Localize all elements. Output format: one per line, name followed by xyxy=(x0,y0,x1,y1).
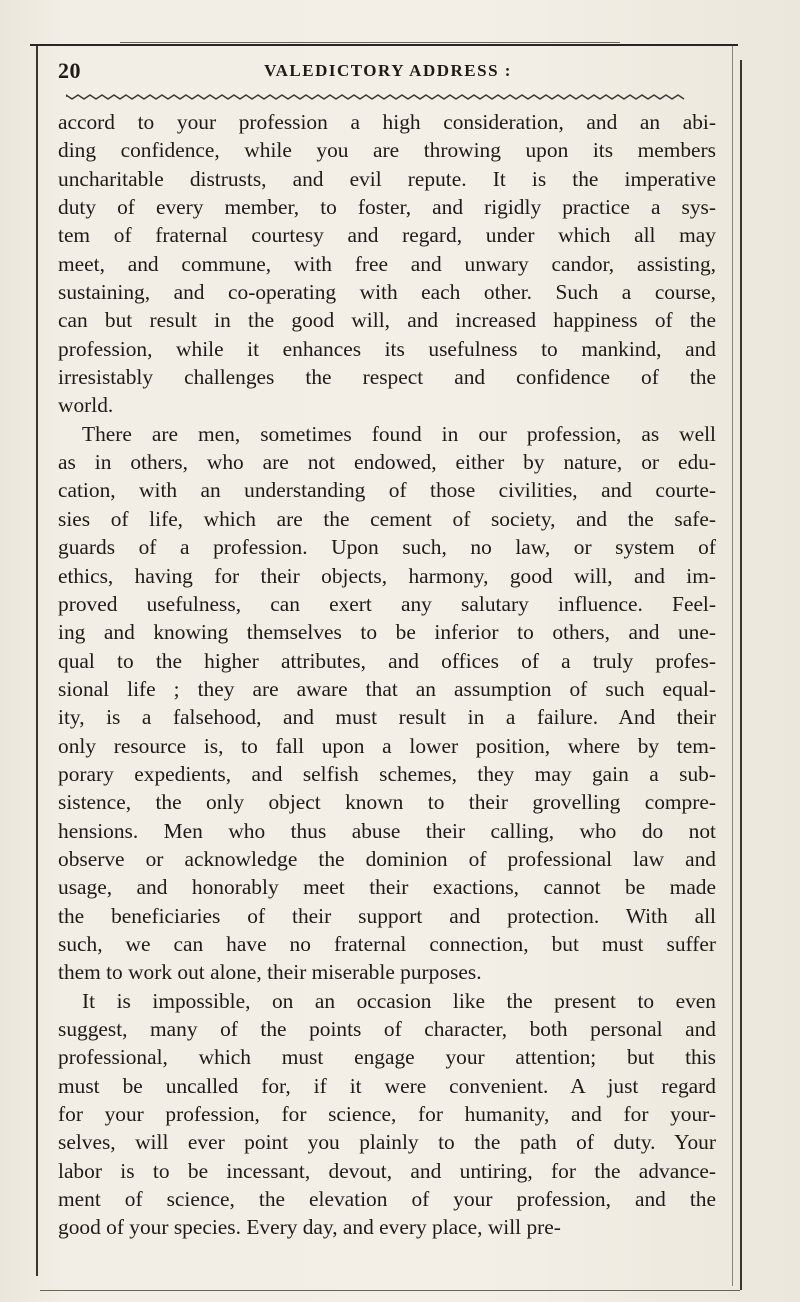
text-line: accord to your profession a high consideration, and an abi- xyxy=(58,110,716,134)
text-line: ing and knowing themselves to be inferior to others, and une- xyxy=(58,620,716,645)
text-line: usage, and honorably meet their exactions, cannot be made xyxy=(58,875,716,900)
text-line: qual to the higher attributes, and offices of a truly profes- xyxy=(58,648,716,673)
text-line: professional, which must engage your attention; but this xyxy=(58,1045,716,1070)
text-line: the beneficiaries of their support and protection. With all xyxy=(58,903,716,928)
text-line: such, we can have no fraternal connection, but must suffer xyxy=(58,931,716,956)
page-number: 20 xyxy=(58,58,81,83)
text-line: world. xyxy=(58,393,114,418)
text-line: tem of fraternal courtesy and regard, under which all may xyxy=(58,223,716,248)
text-line: sustaining, and co-operating with each other. Such a course, xyxy=(58,280,716,305)
text-line: observe or acknowledge the dominion of professional law and xyxy=(58,846,716,871)
text-line: ment of science, the elevation of your profession, and the xyxy=(58,1187,716,1212)
text-line: for your profession, for science, for humanity, and for your- xyxy=(58,1102,716,1127)
text-line: ity, is a falsehood, and must result in a failure. And their xyxy=(58,705,716,730)
top-rule xyxy=(30,44,738,46)
paragraph xyxy=(58,987,716,1242)
text-line: selves, will ever point you plainly to the path of duty. Your xyxy=(58,1130,716,1155)
paragraph xyxy=(58,108,716,420)
left-page-edge xyxy=(36,46,38,1276)
text-line: porary expedients, and selfish schemes, they may gain a sub- xyxy=(58,761,716,786)
text-line: sistence, the only object known to their grovelling compre- xyxy=(58,790,716,815)
text-line: profession, while it enhances its usefulness to mankind, and xyxy=(58,336,716,361)
text-line: There are men, sometimes found in our profession, as well xyxy=(82,421,716,446)
text-line: It is impossible, on an occasion like the present to even xyxy=(82,988,716,1013)
text-line: proved usefulness, can exert any salutary influence. Feel- xyxy=(58,591,716,616)
text-line: only resource is, to fall upon a lower position, where by tem- xyxy=(58,733,716,758)
text-line: must be uncalled for, if it were convenient. A just regard xyxy=(58,1073,716,1098)
text-line: guards of a profession. Upon such, no law, or system of xyxy=(58,535,716,560)
text-line: good of your species. Every day, and every place, will pre- xyxy=(58,1215,561,1240)
right-page-edge xyxy=(732,46,733,1286)
top-rule-thin xyxy=(120,42,620,43)
text-line: sies of life, which are the cement of society, and the safe- xyxy=(58,506,716,531)
text-line: cation, with an understanding of those civilities, and courte- xyxy=(58,478,716,503)
bottom-rule xyxy=(40,1290,740,1291)
text-line: ethics, having for their objects, harmony, good will, and im- xyxy=(58,563,716,588)
text-line: meet, and commune, with free and unwary candor, assisting, xyxy=(58,251,716,276)
right-page-edge-outer xyxy=(740,60,742,1290)
text-line: suggest, many of the points of character, both personal and xyxy=(58,1017,716,1041)
text-line: labor is to be incessant, devout, and untiring, for the advance- xyxy=(58,1158,716,1183)
running-head: VALEDICTORY ADDRESS : xyxy=(264,61,512,80)
text-line: hensions. Men who thus abuse their calling, who do not xyxy=(58,818,716,843)
text-line: sional life ; they are aware that an assumption of such equal- xyxy=(58,676,716,701)
decorative-wavy-rule xyxy=(66,92,686,102)
text-line: duty of every member, to foster, and rigidly practice a sys- xyxy=(58,195,716,220)
body-text xyxy=(58,108,716,1242)
text-line: ding confidence, while you are throwing upon its members xyxy=(58,138,716,163)
text-line: them to work out alone, their miserable purposes. xyxy=(58,960,482,985)
text-line: can but result in the good will, and increased happiness of the xyxy=(58,308,716,333)
text-line: uncharitable distrusts, and evil repute. It is the imperative xyxy=(58,166,716,191)
paragraph xyxy=(58,420,716,987)
text-line: as in others, who are not endowed, either by nature, or edu- xyxy=(58,450,716,475)
page-header xyxy=(58,58,718,88)
text-line: irresistably challenges the respect and confidence of the xyxy=(58,365,716,390)
